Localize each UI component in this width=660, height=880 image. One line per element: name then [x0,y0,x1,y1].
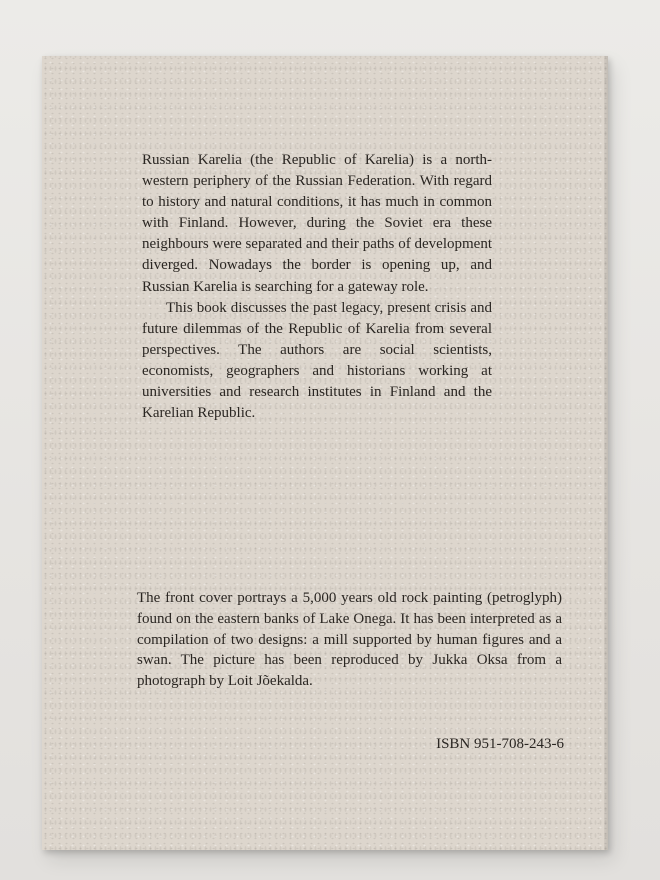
cover-credit-text: The front cover portrays a 5,000 years old rock painting (petroglyph) found on the eastern banks of Lake Onega. It has been interpreted as a compilation of two designs: a mill supported by human figures and a swan. The picture has been reproduced by Jukka Oksa from a photograph by Loit Jõekalda. [137,590,562,690]
description-paragraph-1: Russian Karelia (the Republic of Karelia) is a north-western periphery of the Russian Federation. With regard to history and natural conditions, it has much in common with Finland. However, during the Soviet era these neighbours were separated and their paths of development diverged. Nowadays the border is opening up, and Russian Karelia is searching for a gateway role. [142,152,492,295]
description-paragraph-2: This book discusses the past legacy, present crisis and future dilemmas of the Republic of Karelia from several perspectives. The authors are social scientists, economists, geographers and historians working at universities and research institutes in Finland and the Karelian Republic. [142,299,492,422]
isbn-number: ISBN 951-708-243-6 [436,736,564,752]
book-back-cover [42,56,608,850]
book-description [142,150,492,424]
cover-image-credit [137,588,562,692]
cover-edge-shadow [604,56,608,850]
